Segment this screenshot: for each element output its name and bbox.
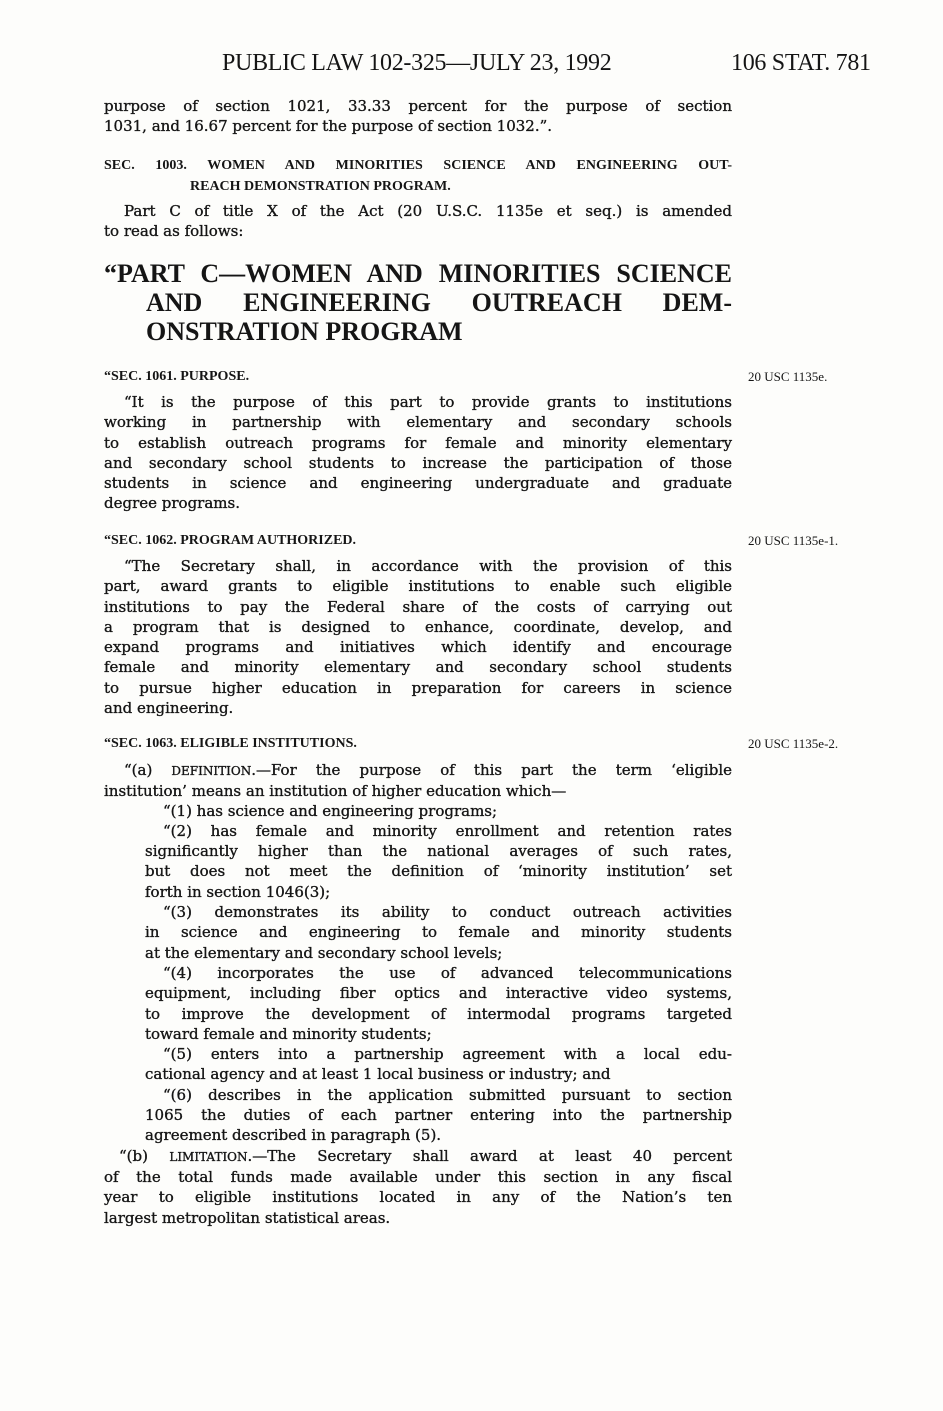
text-span: .—For the purpose of this part the term ‘eligible — [251, 761, 732, 779]
paragraph-2 — [145, 821, 732, 902]
section-1061-text — [104, 392, 732, 514]
text-line: of the total funds made available under this section in any fiscal — [104, 1167, 732, 1186]
text-line: expand programs and initiatives which identify and encourage — [104, 638, 732, 657]
section-1062-text — [104, 556, 732, 718]
text-line: cational agency and at least 1 local business or industry; and — [145, 1065, 611, 1084]
small-caps-term: LIMITATION — [169, 1149, 248, 1164]
text-span: “(b) — [119, 1146, 170, 1165]
text-line: “(1) has science and engineering programs; — [163, 801, 498, 820]
text-line: and engineering. — [104, 699, 234, 718]
text-line: ONSTRATION PROGRAM — [146, 317, 463, 346]
text-line: agreement described in paragraph (5). — [145, 1126, 442, 1145]
text-line: to read as follows: — [104, 222, 244, 241]
part-c-heading — [104, 259, 732, 346]
margin-note-1061: 20 USC 1135e. — [748, 369, 828, 384]
text-line: toward female and minority students; — [145, 1024, 432, 1043]
text-line: students in science and engineering undergraduate and graduate — [104, 474, 732, 493]
text-line: but does not meet the definition of ‘minority institution’ set — [145, 862, 732, 881]
paragraph-5 — [145, 1044, 732, 1085]
section-1062-heading — [104, 531, 732, 551]
text-line: “It is the purpose of this part to provide grants to institutions — [124, 393, 732, 411]
text-line: institutions to pay the Federal share of the costs of carrying out — [104, 597, 732, 616]
text-line: “(3) demonstrates its ability to conduct outreach activities — [163, 903, 732, 922]
paragraph-3 — [145, 902, 732, 963]
text-line: Part C of title X of the Act (20 U.S.C. 1135e et seq.) is amended — [124, 202, 732, 220]
section-1003-heading — [104, 155, 732, 197]
text-line: degree programs. — [104, 494, 240, 513]
text-line: “(4) incorporates the use of advanced telecommunications — [163, 964, 732, 982]
section-1063-heading — [104, 734, 732, 754]
text-line: at the elementary and secondary school levels; — [145, 943, 503, 962]
paragraph-continuation — [104, 96, 732, 137]
text-line — [104, 760, 732, 781]
text-line: “(5) enters into a partnership agreement with a local edu- — [163, 1045, 732, 1064]
text-line: “(2) has female and minority enrollment and retention rates — [163, 821, 732, 840]
text-line: SEC. 1003. WOMEN AND MINORITIES SCIENCE AND ENGINEERING OUT- — [104, 158, 732, 173]
text-line: in science and engineering to female and minority students — [145, 923, 732, 942]
section-1061-heading — [104, 367, 732, 387]
text-line: part, award grants to eligible institutions to enable such eligible — [104, 577, 732, 596]
small-caps-term: DEFINITION — [171, 764, 252, 778]
margin-note-1062: 20 USC 1135e-1. — [748, 533, 839, 548]
text-line: “PART C—WOMEN AND MINORITIES SCIENCE — [104, 259, 732, 288]
paragraph-6 — [145, 1085, 732, 1146]
text-line: “SEC. 1061. PURPOSE. — [104, 369, 250, 384]
text-line: year to eligible institutions located in any of the Nation’s ten — [104, 1188, 732, 1207]
text-line: forth in section 1046(3); — [145, 882, 331, 901]
text-line: “SEC. 1063. ELIGIBLE INSTITUTIONS. — [104, 736, 357, 751]
text-line: “(6) describes in the application submitted pursuant to section — [163, 1085, 732, 1104]
paragraph-1 — [145, 801, 732, 821]
text-line: equipment, including fiber optics and interactive video systems, — [145, 984, 732, 1003]
text-line: working in partnership with elementary and secondary schools — [104, 413, 732, 432]
text-line: 1065 the duties of each partner entering into the partnership — [145, 1106, 732, 1125]
paragraph-4 — [145, 963, 732, 1044]
page-stat-number: 106 STAT. 781 — [731, 50, 871, 76]
text-line: to establish outreach programs for female and minority elementary — [104, 433, 732, 452]
text-line: a program that is designed to enhance, coordinate, develop, and — [104, 617, 732, 636]
text-span: “(a) — [124, 761, 172, 779]
text-line: institution’ means an institution of higher education which— — [104, 782, 567, 801]
text-line: “The Secretary shall, in accordance with the provision of this — [124, 557, 732, 575]
text-line: largest metropolitan statistical areas. — [104, 1208, 391, 1227]
text-line: to pursue higher education in preparation for careers in science — [104, 678, 732, 697]
running-header-title: PUBLIC LAW 102-325—JULY 23, 1992 — [222, 50, 612, 76]
margin-note-1063: 20 USC 1135e-2. — [748, 736, 839, 751]
text-line: female and minority elementary and secondary school students — [104, 658, 732, 677]
paragraph-amendment — [104, 201, 732, 242]
text-line: purpose of section 1021, 33.33 percent for the purpose of section — [104, 97, 732, 115]
text-line: “SEC. 1062. PROGRAM AUTHORIZED. — [104, 533, 357, 548]
text-line: significantly higher than the national averages of such rates, — [145, 842, 732, 861]
text-line: and secondary school students to increase the participation of those — [104, 453, 732, 472]
text-line: AND ENGINEERING OUTREACH DEM- — [146, 288, 732, 317]
text-line — [104, 1146, 732, 1167]
text-line: REACH DEMONSTRATION PROGRAM. — [190, 179, 451, 194]
text-span: .—The Secretary shall award at least 40 percent — [247, 1146, 732, 1165]
subsection-a-definition — [104, 760, 732, 802]
text-line: to improve the development of intermodal programs targeted — [145, 1004, 732, 1023]
subsection-b-limitation — [104, 1146, 732, 1228]
text-line: 1031, and 16.67 percent for the purpose of section 1032.”. — [104, 117, 553, 136]
